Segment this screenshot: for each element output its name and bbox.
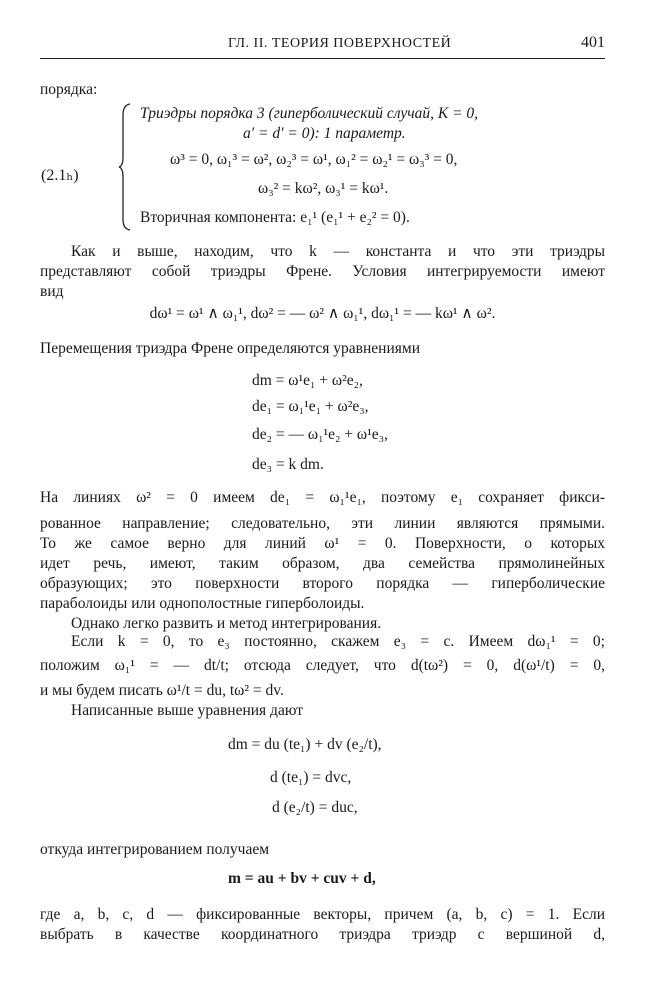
equation: d (te₁) = dvc, — [270, 769, 352, 786]
text-line: Перемещения триэдра Френе определяются уравнениями — [40, 340, 420, 357]
equation-label: (2.1ₕ) — [41, 167, 79, 184]
equation: d (e₂/t) = duc, — [272, 799, 358, 816]
text-line: Если k = 0, то e₃ постоянно, скажем e₃ = c. Имеем dω₁¹ = 0; — [71, 633, 605, 650]
text-line: идет речь, имеют, таким образом, два семейства прямолинейных — [40, 555, 605, 572]
text-line: выбрать в качестве координатного триэдра триэдр с вершиной d, — [40, 926, 605, 943]
text-line: рованное направление; следовательно, эти линии являются прямыми. — [40, 515, 605, 532]
text-line: откуда интегрированием получаем — [40, 841, 270, 858]
text-line: Написанные выше уравнения дают — [71, 702, 303, 719]
chapter-title: ГЛ. II. ТЕОРИЯ ПОВЕРХНОСТЕЙ — [228, 36, 452, 51]
text-line: вид — [40, 283, 64, 300]
equation: dm = ω¹e₁ + ω²e₂, — [252, 372, 363, 389]
text-line: и мы будем писать ω¹/t = du, tω² = dv. — [40, 682, 284, 699]
system-line: Вторичная компонента: e₁¹ (e₁¹ + e₂² = 0). — [140, 209, 410, 226]
text-line: Однако легко развить и метод интегрирования. — [71, 615, 382, 632]
equation: dω¹ = ω¹ ∧ ω₁¹, dω² = — ω² ∧ ω₁¹, dω₁¹ = — kω¹ ∧ ω². — [149, 305, 496, 322]
text-line: образующих; это поверхности второго порядка — гиперболические — [40, 575, 605, 592]
system-equation: ω₃² = kω², ω₃¹ = kω¹. — [258, 180, 389, 197]
text-line: где a, b, c, d — фиксированные векторы, причем (a, b, c) = 1. Если — [40, 906, 605, 923]
equation: dm = du (te₁) + dv (e₂/t), — [228, 736, 382, 753]
system-equation: ω³ = 0, ω₁³ = ω², ω₂³ = ω¹, ω₁² = ω₂¹ = ω₃³ = 0, — [170, 151, 458, 168]
curly-brace-icon — [118, 103, 132, 231]
system-line: a′ = d′ = 0): 1 параметр. — [243, 125, 406, 142]
equation: de₂ = — ω₁¹e₂ + ω¹e₃, — [252, 426, 388, 443]
equation: de₁ = ω₁¹e₁ + ω²e₃, — [252, 398, 369, 415]
text-line: То же самое верно для линий ω¹ = 0. Поверхности, о которых — [40, 535, 605, 552]
equation: de₃ = k dm. — [252, 456, 324, 473]
text-line: положим ω₁¹ = — dt/t; отсюда следует, что d(tω²) = 0, d(ω¹/t) = 0, — [40, 657, 605, 674]
text-line: параболоиды или однополостные гиперболоиды. — [40, 595, 365, 612]
text-line: Как и выше, находим, что k — константа и что эти триэдры — [71, 243, 605, 260]
text-line: порядка: — [40, 81, 98, 98]
system-line: Триэдры порядка 3 (гиперболический случай, K = 0, — [140, 105, 479, 122]
page-number: 401 — [581, 34, 605, 51]
text-line: представляют собой триэдры Френе. Условия интегрируемости имеют — [40, 263, 605, 280]
equation: m = au + bv + cuv + d, — [228, 870, 376, 887]
text-line: На линиях ω² = 0 имеем de₁ = ω₁¹e₁, поэтому e₁ сохраняет фикси- — [40, 489, 605, 506]
running-header — [40, 36, 605, 59]
